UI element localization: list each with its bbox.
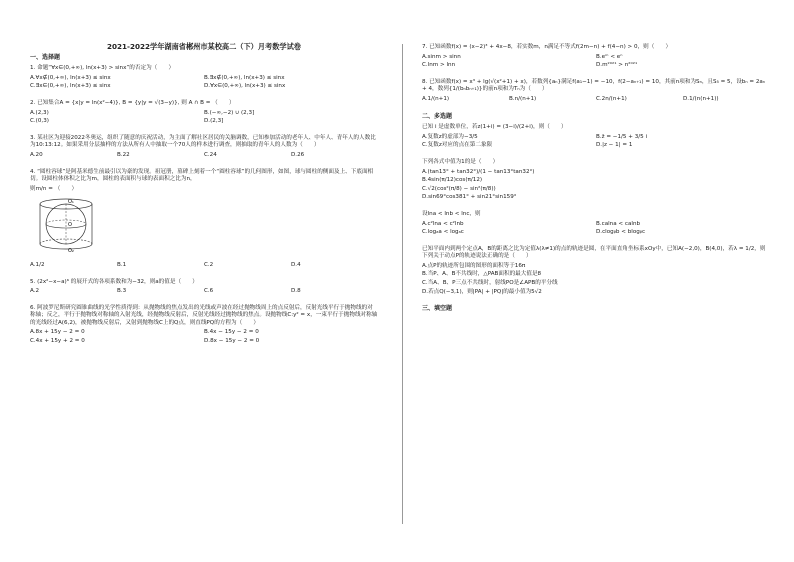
label-o1: O₁ bbox=[68, 199, 74, 206]
question-stem: 2. 已知集合A = {x|y = ln(x²−4)}, B = {y|y = √(3−y)}, 则 A ∩ B = （ ） bbox=[30, 99, 235, 106]
option-a: A.2 bbox=[30, 288, 40, 295]
question-stem-formula: 则m/n = （ ） bbox=[30, 185, 78, 192]
exam-title: 2021-2022学年湖南省郴州市某校高二（下）月考数学试卷 bbox=[107, 42, 301, 51]
question-1 bbox=[30, 65, 378, 91]
option-d: D.1/(n(n+1)) bbox=[683, 95, 719, 102]
question-stem: 3. 某社区为迎接2022冬奥运，组织了随意的庆祝活动，为主面了解社区居民的关脑调数，已知参加活动的老年人、中年人、青年人的人数比为10:13:12。如果采用分层抽样的方法从所有人中抽取一个70人的样本进行调查，则抽取的青年人的人数为（ ） bbox=[30, 134, 376, 149]
option-a: A.c²lna < c²lnb bbox=[422, 220, 464, 227]
option-a: A.1/2 bbox=[30, 261, 45, 268]
question-stem: 已知平面内到两个定点A，B的距离之比为定值λ(λ≠1)的点的轨迹是圆，在平面直角坐标系xOy中，已知A(−2,0)，B(4,0)，若λ = 1/2，则下列关于动点P的轨迹说法正确的是（ ） bbox=[422, 245, 766, 260]
option-a: A.1/(n+1) bbox=[422, 95, 450, 102]
option-c: C.(0,3) bbox=[30, 118, 49, 125]
option-a: A.(2,3) bbox=[30, 109, 49, 116]
option-d: D.clogᵦb < blogᵦc bbox=[596, 229, 646, 236]
option-c: C.lnm > lnn bbox=[422, 62, 456, 69]
option-c: C.logₐa < logₐc bbox=[422, 229, 464, 236]
option-d: D.26 bbox=[291, 151, 305, 158]
option-b: B.22 bbox=[117, 151, 130, 158]
option-d: D.8 bbox=[291, 288, 301, 295]
option-c: C.2n/(n+1) bbox=[596, 95, 627, 102]
question-10 bbox=[422, 159, 770, 202]
question-stem: 已知 i 是虚数单位，若z(1+i) = (3−i)/(2+i)，则（ ） bbox=[422, 124, 567, 131]
question-2 bbox=[30, 100, 378, 126]
question-stem: 8. 已知函数f(x) = x³ + lg(√(x²+1) + x)，若数列{aₙ}满足f(a₁−1) = −10，f(2−aₙ₊₁) = 10，其前n项和为Sₙ，且S₅ = 5，设bₙ = 2aₙ + 4，数列{1/(bₙbₙ₊₁)}的前n项和为Tₙ为（ ） bbox=[422, 78, 766, 93]
question-stem: 7. 已知函数f(x) = (x−2)³ + 4x−8，若实数m，n满足不等式f(2m−n) + f(4−n) > 0，则（ ） bbox=[422, 44, 672, 50]
option-d: D.m²⁰²¹ > n²⁰²¹ bbox=[596, 62, 638, 69]
label-o2: O₂ bbox=[68, 248, 74, 255]
question-stem: 下列各式中值为1的是（ ） bbox=[422, 158, 499, 165]
option-b: B.3 bbox=[117, 288, 127, 295]
option-d: D.sin69°cos381° + sin21°sin159° bbox=[422, 194, 517, 201]
question-5 bbox=[30, 279, 378, 296]
option-b: B.eᵐ < eⁿ bbox=[596, 53, 623, 60]
option-b: B.1 bbox=[117, 261, 127, 268]
option-a: A.sinm > sinn bbox=[422, 53, 461, 60]
option-d: D.8x − 15y − 2 = 0 bbox=[204, 338, 260, 345]
left-column bbox=[30, 36, 378, 355]
option-a: A.∀x∉(0,+∞), ln(x+3) ≤ sinx bbox=[30, 74, 111, 81]
option-d: D.∀x∈(0,+∞), ln(x+3) ≤ sinx bbox=[204, 83, 286, 90]
option-a: A.点P的轨迹所包围的图形的面积等于16π bbox=[422, 262, 526, 269]
question-stem: 1. 命题“∀x∈(0,+∞), ln(x+3) > sinx”的否定为（ ） bbox=[30, 65, 175, 72]
question-stem: 设lna < lnb < lnc，则 bbox=[422, 210, 481, 217]
option-a: A.复数z的虚部为−3/5 bbox=[422, 133, 478, 140]
question-11 bbox=[422, 211, 770, 237]
option-b: B.4sin(π/12)cos(π/12) bbox=[422, 177, 483, 184]
option-a: A.8x + 15y − 2 = 0 bbox=[30, 329, 85, 336]
option-c: C.∃x∈(0,+∞), ln(x+3) ≤ sinx bbox=[30, 83, 111, 90]
section-heading-fill: 三、填空题 bbox=[422, 305, 453, 313]
cylinder-sphere-figure bbox=[34, 196, 378, 258]
question-stem: 6. 阿波罗尼斯研究圆锥曲线的光学性质得到：从抛物线的焦点发出的光线或声波在经过抛物线周上的点反射后，反射光线平行于抛物线的对称轴；反之，平行于抛物线对称轴的入射光线，经抛物线反射后，反射光线经过抛物线的焦点。设抛物线C:y² = x，一束平行于抛物线对称轴的光线经过A(6,2)，被抛物线反射后，又射到抛物线C上的Q点，则直线PQ的方程为（ ） bbox=[30, 304, 378, 326]
question-stem: 5. (2x²−x−a)⁶ 的展开式的各项系数和为−32，则a的值是（ ） bbox=[30, 278, 198, 285]
option-b: B.(−∞,−2) ∪ (2,3] bbox=[204, 109, 255, 116]
exam-page bbox=[30, 36, 766, 526]
option-c: C.√2(cos²(π/8) − sin²(π/8)) bbox=[422, 185, 496, 192]
question-stem: 4. “圆柱容球”是阿基米德生前最引以为豪的发现。祖冠册，墓碑上刻着一个“圆柱容球”的几何图形，如图，球与圆柱的侧面及上、下底面相切。设圆柱体体积之比为m，圆柱的表面积与球的表面积之比为n， bbox=[30, 168, 374, 183]
label-o: O bbox=[68, 222, 72, 229]
option-b: B.calna < calnb bbox=[596, 220, 641, 227]
option-d: D.若点Q(−3,1)，则|PA| + |PQ|的最小值为5√2 bbox=[422, 288, 542, 295]
option-b: B.∃x∉(0,+∞), ln(x+3) ≤ sinx bbox=[204, 74, 285, 81]
option-a: A.(tan13° + tan32°)/(1 − tan13°tan32°) bbox=[422, 168, 535, 175]
option-a: A.20 bbox=[30, 151, 43, 158]
option-b: B.4x − 15y − 2 = 0 bbox=[204, 329, 259, 336]
option-b: B.z̄ = −1/5 + 3/5 i bbox=[596, 133, 648, 140]
section-heading-choice: 一、选择题 bbox=[30, 53, 61, 61]
question-12 bbox=[422, 246, 770, 297]
question-7 bbox=[422, 44, 770, 70]
option-c: C.24 bbox=[204, 151, 217, 158]
question-6 bbox=[30, 305, 378, 346]
option-d: D.4 bbox=[291, 261, 301, 268]
section-heading-multi: 二、多选题 bbox=[422, 112, 453, 120]
cylinder-sphere-diagram bbox=[34, 196, 104, 254]
question-4 bbox=[30, 169, 378, 270]
question-3 bbox=[30, 135, 378, 160]
option-b: B.当P、A、B不共线时，△PAB面积的最大值是8 bbox=[422, 271, 542, 278]
option-b: B.n/(n+1) bbox=[509, 95, 537, 102]
question-9 bbox=[422, 124, 770, 150]
option-d: D.|z − 1| = 1 bbox=[596, 142, 633, 149]
column-divider bbox=[402, 44, 403, 524]
option-d: D.(2,3] bbox=[204, 118, 224, 125]
right-column bbox=[422, 36, 770, 317]
option-c: C.4x + 15y + 2 = 0 bbox=[30, 338, 85, 345]
question-8 bbox=[422, 79, 770, 104]
option-c: C.复数z对应的点在第二象限 bbox=[422, 142, 493, 149]
option-c: C.6 bbox=[204, 288, 214, 295]
option-c: C.2 bbox=[204, 261, 214, 268]
option-c: C.当A、B、P三点不共线时，射线PO是∠APB的平分线 bbox=[422, 280, 558, 287]
